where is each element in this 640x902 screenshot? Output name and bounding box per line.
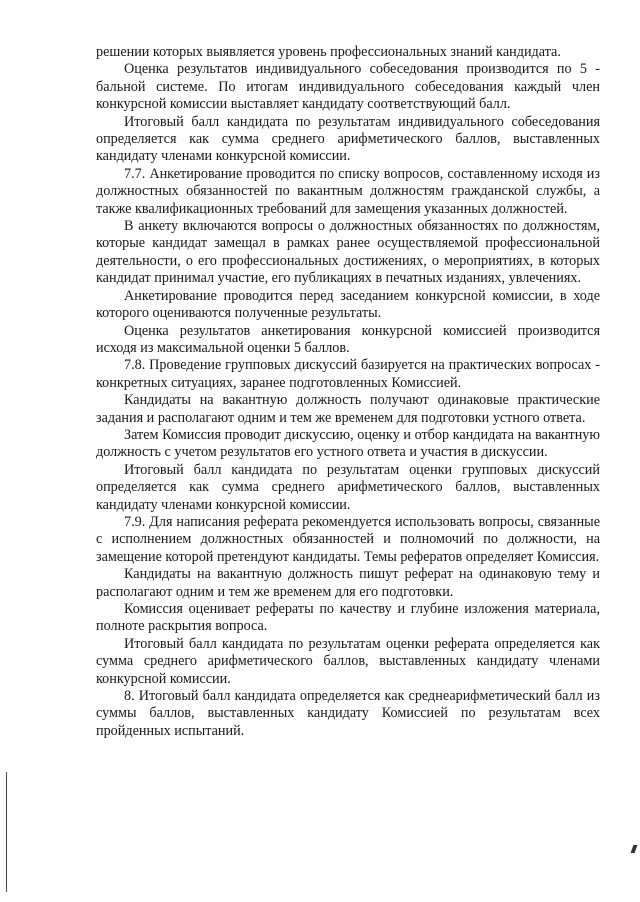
paragraph: Итоговый балл кандидата по результатам индивидуального собеседования определяется как сумма среднего арифметического баллов, выставленных кандидату членами конкурсной комиссии. (96, 113, 600, 165)
paragraph: 8. Итоговый балл кандидата определяется как среднеарифметический балл из суммы баллов, выставленных кандидату Комиссией по результатам всех пройденных испытаний. (96, 688, 600, 739)
paragraph: Комиссия оценивает рефераты по качеству и глубине изложения материала, полноте раскрытия вопроса. (96, 601, 600, 635)
paragraph: 7.8. Проведение групповых дискуссий базируется на практических вопросах - конкретных ситуациях, заранее подготовленных Комиссией. (96, 357, 600, 391)
paragraph: 7.7. Анкетирование проводится по списку вопросов, составленному исходя из должностных обязанностей по вакантным должностям гражданской службы, а также квалификационных требований для замещения указанных должностей. (96, 165, 600, 217)
paragraph: Кандидаты на вакантную должность получают одинаковые практические задания и располагают одним и тем же временем для подготовки устного ответа. (96, 392, 600, 426)
scan-margin-line (6, 772, 7, 892)
paragraph: Оценка результатов индивидуального собеседования производится по 5 - бальной системе. По итогам индивидуального собеседования каждый член конкурсной комиссии выставляет кандидату соответствующий балл. (96, 61, 600, 113)
paragraph: Итоговый балл кандидата по результатам оценки групповых дискуссий определяется как сумма среднего арифметического баллов, выставленных кандидату членами конкурсной комиссии. (96, 461, 600, 513)
paragraph: Кандидаты на вакантную должность пишут реферат на одинаковую тему и располагают одним и тем же временем для его подготовки. (96, 566, 600, 600)
document-body (96, 44, 600, 740)
paragraph: Анкетирование проводится перед заседанием конкурсной комиссии, в ходе которого оцениваются полученные результаты. (96, 287, 600, 322)
paragraph: 7.9. Для написания реферата рекомендуется использовать вопросы, связанные с исполнением должностных обязанностей и полномочий по должности, на замещение которой претендуют кандидаты. Темы рефератов определяет Комиссия. (96, 513, 600, 565)
scan-corner-mark (631, 845, 638, 853)
paragraph: В анкету включаются вопросы о должностных обязанностях по должностям, которые кандидат замещал в рамках ранее осуществляемой профессиональной деятельности, о его профессиональных достижениях, о мероприятиях, в которых кандидат принимал участие, его публикациях в печатных изданиях, увлечениях. (96, 218, 600, 287)
paragraph: Итоговый балл кандидата по результатам оценки реферата определяется как сумма среднего арифметического баллов, выставленных кандидату членами конкурсной комиссии. (96, 635, 600, 687)
paragraph: Оценка результатов анкетирования конкурсной комиссией производится исходя из максимальной оценки 5 баллов. (96, 322, 600, 356)
paragraph: Затем Комиссия проводит дискуссию, оценку и отбор кандидата на вакантную должность с учетом результатов его устного ответа и участия в дискуссии. (96, 426, 600, 461)
paragraph: решении которых выявляется уровень профессиональных знаний кандидата. (96, 44, 561, 60)
